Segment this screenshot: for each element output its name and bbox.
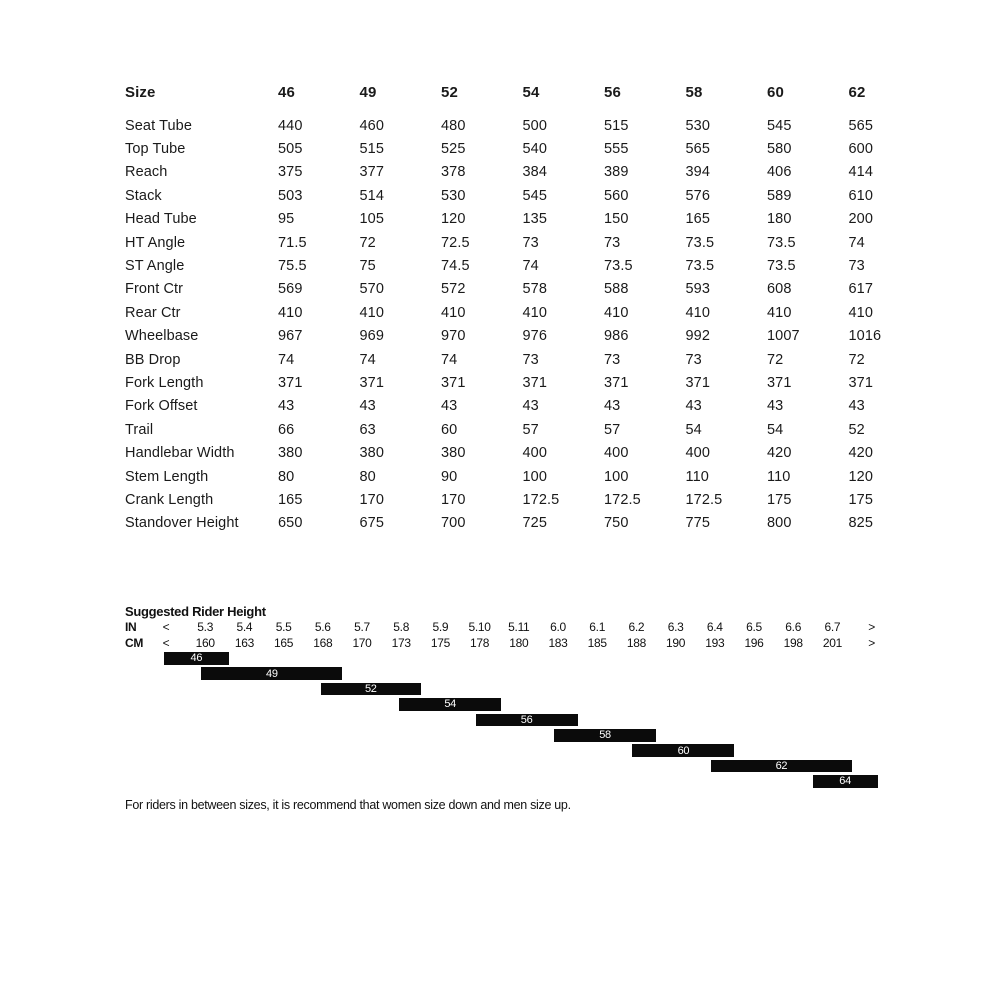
table-cell: 371 (441, 374, 466, 391)
table-row (125, 371, 935, 394)
table-cell: 371 (359, 374, 384, 391)
table-cell: 73.5 (604, 258, 633, 275)
size-bar-54 (399, 698, 501, 711)
cm-scale-tick: 180 (509, 636, 529, 650)
table-cell: 371 (685, 374, 710, 391)
table-cell: 75.5 (278, 258, 307, 275)
table-row-label: Stack (125, 187, 162, 204)
table-cell: 74 (522, 258, 539, 275)
table-cell: 180 (767, 211, 792, 228)
table-header-size-54: 54 (522, 84, 540, 101)
table-cell: 377 (359, 164, 384, 181)
table-row (125, 137, 935, 160)
table-cell: 100 (604, 468, 629, 485)
table-cell: 530 (441, 187, 466, 204)
table-cell: 95 (278, 211, 295, 228)
size-bar-56 (476, 714, 578, 727)
table-cell: 675 (359, 515, 384, 532)
in-scale-tick: > (868, 620, 875, 634)
table-row-label: Head Tube (125, 211, 197, 228)
table-cell: 400 (522, 445, 547, 462)
table-header-size: Size (125, 84, 156, 101)
table-cell: 610 (848, 187, 873, 204)
table-cell: 986 (604, 328, 629, 345)
table-row-label: Reach (125, 164, 168, 181)
size-bar-60 (632, 744, 734, 757)
in-scale-tick: 6.5 (746, 620, 762, 634)
table-cell: 540 (522, 141, 547, 158)
table-cell: 530 (685, 117, 710, 134)
table-cell: 60 (441, 421, 458, 438)
table-cell: 73 (604, 234, 621, 251)
table-cell: 74 (359, 351, 376, 368)
in-scale-tick: 5.8 (393, 620, 410, 634)
table-cell: 73 (522, 351, 539, 368)
table-cell: 72 (359, 234, 376, 251)
table-row (125, 325, 935, 348)
table-row (125, 254, 935, 277)
size-bar-label: 60 (677, 744, 690, 757)
table-cell: 73.5 (685, 258, 715, 275)
table-cell: 74.5 (441, 258, 470, 275)
table-cell: 43 (685, 398, 702, 415)
table-row (125, 114, 935, 137)
table-cell: 545 (522, 187, 547, 204)
table-cell: 420 (767, 445, 792, 462)
table-cell: 43 (359, 398, 376, 415)
table-cell: 73 (848, 258, 865, 275)
table-cell: 500 (522, 117, 547, 134)
table-row-label: Trail (125, 421, 154, 438)
table-cell: 378 (441, 164, 466, 181)
size-bars (125, 652, 895, 794)
table-row-label: Handlebar Width (125, 445, 235, 462)
table-cell: 73.5 (767, 258, 796, 275)
table-cell: 175 (848, 491, 873, 508)
table-cell: 43 (604, 398, 621, 415)
table-cell: 410 (848, 304, 873, 321)
table-cell: 172.5 (604, 491, 641, 508)
size-bar-58 (554, 729, 656, 742)
in-scale-tick: 6.3 (667, 620, 684, 634)
table-cell: 371 (522, 374, 547, 391)
table-cell: 410 (359, 304, 384, 321)
in-scale-tick: 5.10 (468, 620, 491, 634)
scale-unit-cm-label: CM (125, 636, 144, 650)
size-bar-62 (711, 760, 852, 773)
table-cell: 389 (604, 164, 629, 181)
table-cell: 515 (359, 141, 384, 158)
table-cell: 380 (278, 445, 303, 462)
table-row (125, 161, 935, 184)
table-cell: 110 (685, 468, 709, 485)
sizing-footnote: For riders in between sizes, it is recommend that women size down and men size up. (125, 798, 571, 812)
table-row (125, 348, 935, 371)
size-bar-label: 46 (190, 652, 203, 665)
table-cell: 569 (278, 281, 303, 298)
table-cell: 410 (522, 304, 547, 321)
table-cell: 57 (604, 421, 621, 438)
table-cell: 725 (522, 515, 547, 532)
table-cell: 371 (278, 374, 303, 391)
table-row (125, 184, 935, 207)
size-bar-49 (201, 667, 342, 680)
in-scale-tick: 6.7 (824, 620, 841, 634)
size-bar-label: 49 (266, 667, 278, 680)
table-row (125, 395, 935, 418)
table-cell: 503 (278, 187, 303, 204)
table-cell: 54 (767, 421, 784, 438)
table-cell: 170 (359, 491, 384, 508)
table-cell: 90 (441, 468, 458, 485)
table-cell: 200 (848, 211, 873, 228)
table-row-label: Front Ctr (125, 281, 184, 298)
table-cell: 514 (359, 187, 384, 204)
table-cell: 700 (441, 515, 466, 532)
in-scale-tick: 5.5 (275, 620, 292, 634)
scale-unit-in-label: IN (125, 620, 137, 634)
size-bar-label: 54 (444, 698, 456, 711)
table-row-label: HT Angle (125, 234, 186, 251)
cm-scale-tick: 185 (587, 636, 607, 650)
cm-scale-tick: 178 (470, 636, 490, 650)
table-cell: 515 (604, 117, 629, 134)
table-row-label: Standover Height (125, 515, 239, 532)
table-cell: 440 (278, 117, 303, 134)
rider-height-title: Suggested Rider Height (125, 604, 266, 619)
table-cell: 100 (522, 468, 547, 485)
size-bar-label: 64 (839, 775, 851, 788)
table-cell: 617 (848, 281, 873, 298)
table-cell: 545 (767, 117, 792, 134)
table-cell: 410 (767, 304, 792, 321)
table-cell: 43 (522, 398, 539, 415)
table-cell: 1016 (848, 328, 882, 345)
table-cell: 825 (848, 515, 873, 532)
table-cell: 420 (848, 445, 873, 462)
table-cell: 589 (767, 187, 792, 204)
in-scale-tick: 6.4 (706, 620, 723, 634)
table-cell: 73 (604, 351, 621, 368)
size-bar-label: 52 (364, 683, 377, 696)
table-cell: 165 (278, 491, 303, 508)
table-row-label: BB Drop (125, 351, 181, 368)
cm-scale-tick: 183 (548, 636, 568, 650)
in-scale-tick: < (162, 620, 170, 634)
table-cell: 410 (441, 304, 466, 321)
table-cell: 775 (685, 515, 710, 532)
in-scale-tick: 5.7 (354, 620, 370, 634)
table-cell: 410 (685, 304, 710, 321)
table-cell: 394 (685, 164, 710, 181)
geometry-table (125, 84, 935, 535)
table-cell: 73 (685, 351, 702, 368)
in-scale-tick: 6.2 (628, 620, 645, 634)
in-scale-tick: 6.6 (785, 620, 802, 634)
geometry-table-header (125, 84, 935, 114)
table-cell: 43 (441, 398, 458, 415)
table-cell: 410 (278, 304, 303, 321)
cm-scale-tick: 188 (626, 636, 646, 650)
table-cell: 384 (522, 164, 547, 181)
table-cell: 560 (604, 187, 629, 204)
table-cell: 57 (522, 421, 539, 438)
table-header-size-49: 49 (359, 84, 377, 101)
size-bar-52 (321, 683, 421, 696)
table-cell: 371 (604, 374, 629, 391)
table-cell: 150 (604, 211, 629, 228)
table-row (125, 231, 935, 254)
table-cell: 580 (767, 141, 792, 158)
table-header-size-46: 46 (278, 84, 295, 101)
table-cell: 588 (604, 281, 629, 298)
table-cell: 165 (685, 211, 710, 228)
table-row (125, 488, 935, 511)
table-row-label: Fork Length (125, 374, 204, 391)
table-row-label: ST Angle (125, 258, 185, 275)
table-cell: 970 (441, 328, 466, 345)
cm-scale-tick: 170 (352, 636, 372, 650)
table-cell: 576 (685, 187, 710, 204)
table-cell: 400 (604, 445, 629, 462)
table-row-label: Stem Length (125, 468, 209, 485)
cm-scale-tick: 160 (195, 636, 215, 650)
table-cell: 371 (848, 374, 873, 391)
table-cell: 410 (604, 304, 629, 321)
table-cell: 170 (441, 491, 466, 508)
table-row-label: Top Tube (125, 141, 186, 158)
table-cell: 555 (604, 141, 629, 158)
in-scale-tick: 5.9 (432, 620, 449, 634)
table-cell: 800 (767, 515, 792, 532)
table-cell: 460 (359, 117, 384, 134)
rider-height-chart (125, 604, 895, 824)
table-row (125, 278, 935, 301)
table-cell: 565 (848, 117, 873, 134)
table-cell: 110 (767, 468, 791, 485)
table-cell: 650 (278, 515, 303, 532)
table-cell: 74 (441, 351, 458, 368)
cm-scale-tick: 163 (234, 636, 254, 650)
cm-scale-tick: 198 (783, 636, 803, 650)
table-row (125, 441, 935, 464)
in-scale-tick: 5.11 (508, 620, 530, 634)
table-cell: 105 (359, 211, 384, 228)
table-header-size-52: 52 (441, 84, 458, 101)
table-header-size-56: 56 (604, 84, 621, 101)
cm-scale-tick: 190 (666, 636, 686, 650)
table-header-size-58: 58 (685, 84, 703, 101)
table-row-label: Crank Length (125, 491, 214, 508)
table-cell: 380 (359, 445, 384, 462)
table-cell: 172.5 (522, 491, 560, 508)
table-cell: 578 (522, 281, 547, 298)
table-cell: 608 (767, 281, 792, 298)
table-row-label: Rear Ctr (125, 304, 181, 321)
table-cell: 72 (848, 351, 865, 368)
cm-scale-tick: 165 (274, 636, 294, 650)
table-cell: 406 (767, 164, 792, 181)
table-header-size-62: 62 (848, 84, 866, 101)
table-row (125, 512, 935, 535)
table-cell: 72.5 (441, 234, 470, 251)
cm-scale-tick: 193 (705, 636, 725, 650)
cm-scale-tick: 196 (744, 636, 764, 650)
table-cell: 80 (278, 468, 295, 485)
in-scale-tick: 6.0 (550, 620, 566, 634)
table-row (125, 301, 935, 324)
table-cell: 80 (359, 468, 376, 485)
table-cell: 63 (359, 421, 376, 438)
table-cell: 565 (685, 141, 710, 158)
table-cell: 73.5 (767, 234, 796, 251)
table-cell: 380 (441, 445, 466, 462)
in-scale-tick: 6.1 (589, 620, 606, 634)
table-row (125, 418, 935, 441)
table-cell: 75 (359, 258, 376, 275)
table-cell: 135 (522, 211, 547, 228)
table-row (125, 208, 935, 231)
table-cell: 572 (441, 281, 466, 298)
table-cell: 74 (848, 234, 865, 251)
size-bar-label: 62 (775, 760, 788, 773)
table-cell: 992 (685, 328, 710, 345)
table-cell: 43 (278, 398, 295, 415)
table-cell: 72 (767, 351, 784, 368)
table-cell: 74 (278, 351, 295, 368)
table-cell: 71.5 (278, 234, 307, 251)
table-cell: 375 (278, 164, 303, 181)
table-cell: 525 (441, 141, 466, 158)
table-header-size-60: 60 (767, 84, 784, 101)
table-cell: 976 (522, 328, 547, 345)
geometry-table-body (125, 114, 935, 535)
table-cell: 52 (848, 421, 865, 438)
table-cell: 54 (685, 421, 702, 438)
table-cell: 600 (848, 141, 873, 158)
table-cell: 750 (604, 515, 629, 532)
table-row-label: Wheelbase (125, 328, 199, 345)
scale-row-in (125, 620, 895, 634)
cm-scale-tick: 175 (430, 636, 450, 650)
table-cell: 43 (848, 398, 865, 415)
table-cell: 400 (685, 445, 710, 462)
table-cell: 969 (359, 328, 384, 345)
size-bar-label: 56 (520, 713, 533, 726)
size-bar-64 (813, 775, 878, 788)
size-bar-label: 58 (599, 729, 611, 742)
table-cell: 120 (848, 468, 873, 485)
cm-scale-tick: 173 (391, 636, 411, 650)
cm-scale-tick: 201 (822, 636, 842, 650)
cm-scale-tick: 168 (313, 636, 333, 650)
table-cell: 414 (848, 164, 873, 181)
table-cell: 1007 (767, 328, 800, 345)
in-scale-tick: 5.3 (197, 620, 214, 634)
table-cell: 73 (522, 234, 539, 251)
scale-row-cm (125, 636, 895, 650)
table-cell: 66 (278, 421, 295, 438)
size-bar-46 (164, 652, 229, 665)
table-cell: 73.5 (685, 234, 715, 251)
table-cell: 480 (441, 117, 466, 134)
table-cell: 505 (278, 141, 303, 158)
table-cell: 43 (767, 398, 784, 415)
table-cell: 371 (767, 374, 792, 391)
table-cell: 593 (685, 281, 710, 298)
in-scale-tick: 5.6 (314, 620, 331, 634)
in-scale-tick: 5.4 (236, 620, 253, 634)
cm-scale-tick: > (868, 636, 875, 650)
table-row-label: Seat Tube (125, 117, 193, 134)
table-row (125, 465, 935, 488)
table-cell: 175 (767, 491, 792, 508)
table-cell: 967 (278, 328, 303, 345)
table-cell: 172.5 (685, 491, 723, 508)
table-cell: 120 (441, 211, 466, 228)
table-row-label: Fork Offset (125, 398, 198, 415)
table-cell: 570 (359, 281, 384, 298)
cm-scale-tick: < (162, 636, 170, 650)
